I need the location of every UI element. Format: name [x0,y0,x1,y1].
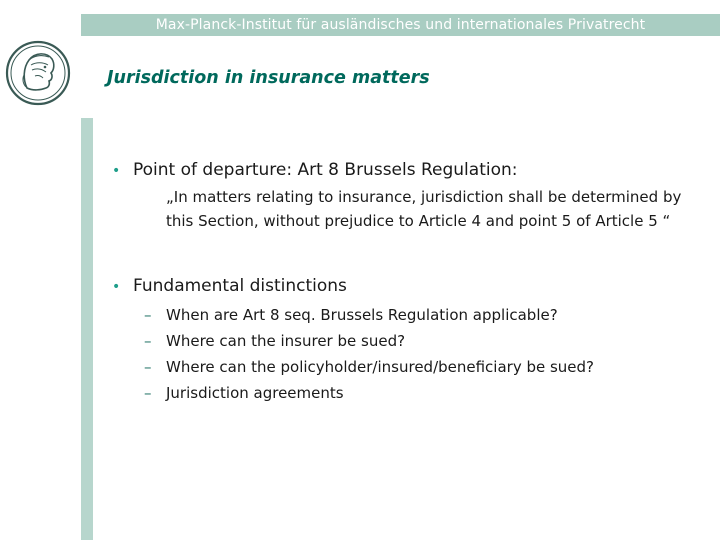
list-item [144,382,594,408]
list-item [144,304,594,330]
institute-name: Max-Planck-Institut für ausländisches und internationales Privatrecht [155,17,646,33]
article-quote: „In matters relating to insurance, jurisdiction shall be determined by this Section, without prejudice to Article 4 and point 5 of Article 5 “ [166,188,682,230]
slide-title: Jurisdiction in insurance matters [107,68,430,88]
dash-icon: – [144,332,152,350]
distinctions-list [144,304,594,408]
list-item-text: Where can the policyholder/insured/beneficiary be sued? [166,358,595,376]
list-item [144,330,594,356]
list-item-text: Jurisdiction agreements [166,384,344,402]
dash-icon: – [144,306,152,324]
left-accent-stripe [81,118,93,540]
list-item-text: Where can the insurer be sued? [166,332,406,350]
minerva-logo-icon [5,40,71,106]
list-item [144,356,594,382]
bullet-icon: • [112,163,121,179]
bullet-fundamental-distinctions [112,276,347,296]
dash-icon: – [144,358,152,376]
bullet-text: Fundamental distinctions [133,276,347,296]
dash-icon: – [144,384,152,402]
bullet-point-departure [112,160,518,180]
bullet-text: Point of departure: Art 8 Brussels Regulation: [133,160,518,180]
bullet-icon: • [112,279,121,295]
list-item-text: When are Art 8 seq. Brussels Regulation applicable? [166,306,558,324]
